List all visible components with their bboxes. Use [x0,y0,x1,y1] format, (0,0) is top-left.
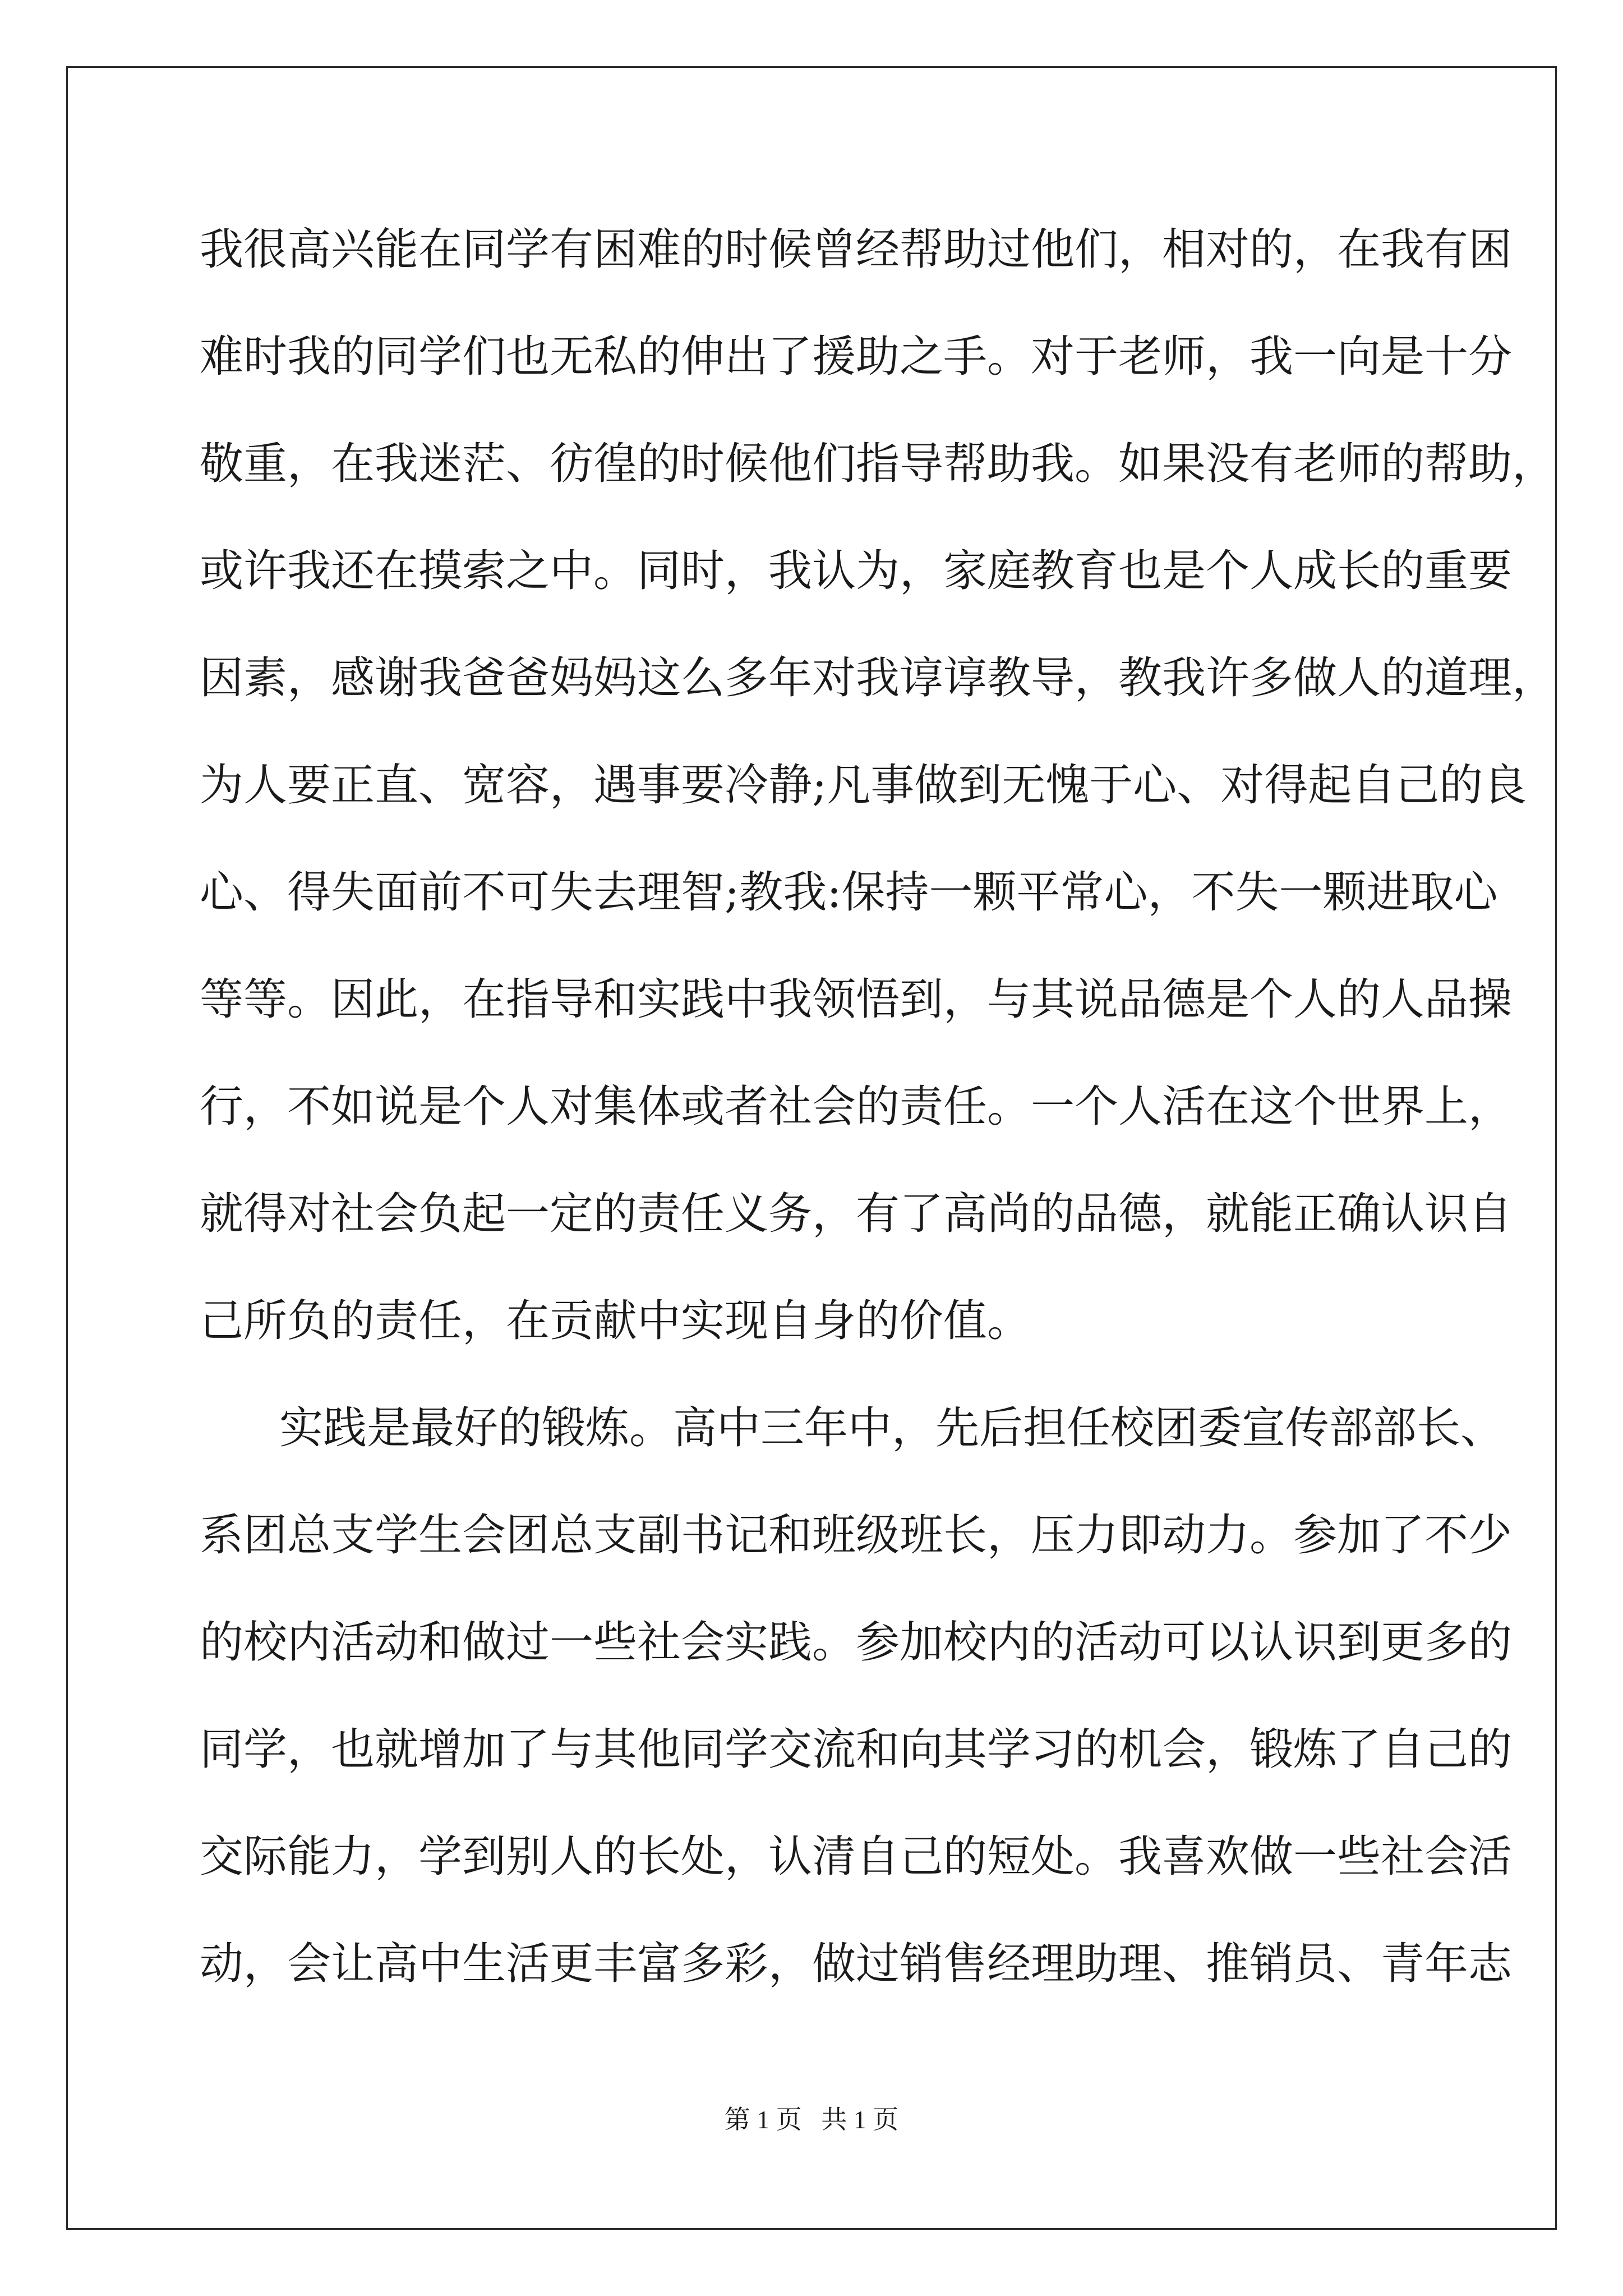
text-line-2: 难时我的同学们也无私的伸出了援助之手。对于老师，我一向是十分 [200,332,1513,382]
text-line-5: 因素，感谢我爸爸妈妈这么多年对我谆谆教导，教我许多做人的道理， [200,653,1556,703]
text-line-10: 就得对社会负起一定的责任义务，有了高尚的品德，就能正确认识自 [200,1189,1513,1239]
text-line-14: 的校内活动和做过一些社会实践。参加校内的活动可以认识到更多的 [200,1617,1513,1668]
text-line-6: 为人要正直、宽容，遇事要冷静;凡事做到无愧于心、对得起自己的良 [200,760,1527,811]
paragraph-indented-line: 实践是最好的锻炼。高中三年中，先后担任校团委宣传部部长、 [279,1403,1505,1453]
text-line-16: 交际能力，学到别人的长处，认清自己的短处。我喜欢做一些社会活 [200,1832,1513,1882]
page-border [66,66,1557,2230]
text-line-11: 己所负的责任，在贡献中实现自身的价值。 [200,1296,1031,1346]
text-line-15: 同学，也就增加了与其他同学交流和向其学习的机会，锻炼了自己的 [200,1724,1513,1775]
text-line-17: 动，会让高中生活更丰富多彩，做过销售经理助理、推销员、青年志 [200,1939,1513,1989]
text-line-3: 敬重，在我迷茫、彷徨的时候他们指导帮助我。如果没有老师的帮助， [200,439,1556,489]
page-number-footer: 第 1 页 共 1 页 [724,2105,899,2134]
text-line-4: 或许我还在摸索之中。同时，我认为，家庭教育也是个人成长的重要 [200,546,1513,596]
text-line-9: 行，不如说是个人对集体或者社会的责任。一个人活在这个世界上， [200,1082,1513,1132]
text-line-8: 等等。因此，在指导和实践中我领悟到，与其说品德是个人的人品操 [200,974,1513,1025]
text-line-13: 系团总支学生会团总支副书记和班级班长，压力即动力。参加了不少 [200,1510,1513,1561]
text-line-1: 我很高兴能在同学有困难的时候曾经帮助过他们，相对的，在我有困 [200,224,1513,275]
text-line-7: 心、得失面前不可失去理智;教我:保持一颗平常心，不失一颗进取心 [200,867,1498,918]
